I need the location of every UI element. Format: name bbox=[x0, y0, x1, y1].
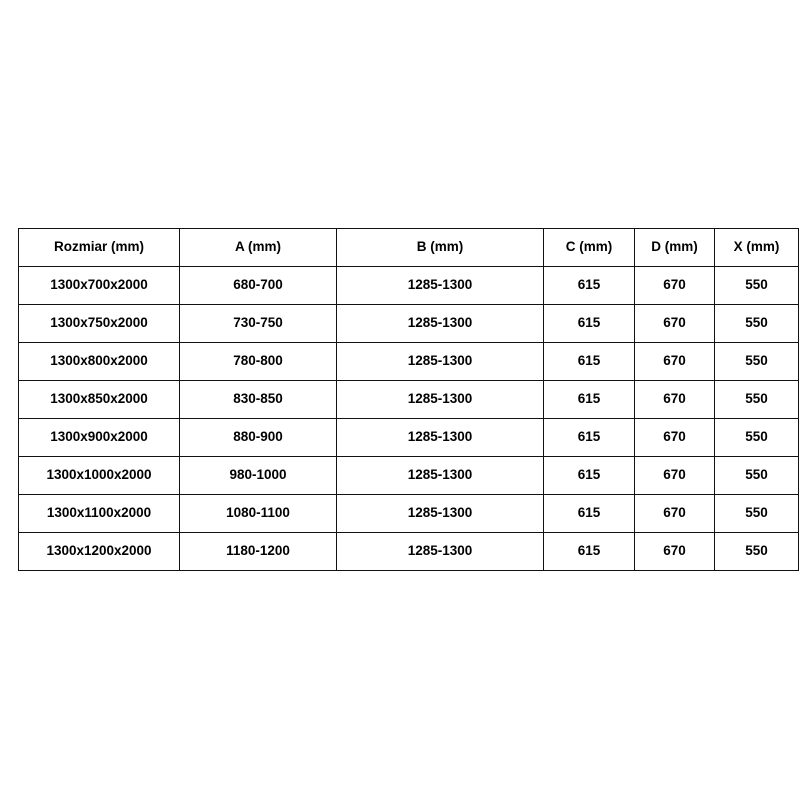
column-header-b: B (mm) bbox=[337, 229, 544, 267]
cell-a: 980-1000 bbox=[180, 457, 337, 495]
table-body bbox=[19, 267, 799, 571]
column-header-x: X (mm) bbox=[715, 229, 799, 267]
cell-a: 680-700 bbox=[180, 267, 337, 305]
cell-b: 1285-1300 bbox=[337, 267, 544, 305]
cell-d: 670 bbox=[635, 495, 715, 533]
cell-a: 780-800 bbox=[180, 343, 337, 381]
table-row bbox=[19, 305, 799, 343]
size-table bbox=[18, 228, 799, 571]
table-row bbox=[19, 343, 799, 381]
cell-b: 1285-1300 bbox=[337, 343, 544, 381]
column-header-d: D (mm) bbox=[635, 229, 715, 267]
table-row bbox=[19, 457, 799, 495]
cell-d: 670 bbox=[635, 457, 715, 495]
cell-x: 550 bbox=[715, 533, 799, 571]
table-row bbox=[19, 533, 799, 571]
cell-x: 550 bbox=[715, 495, 799, 533]
cell-d: 670 bbox=[635, 419, 715, 457]
cell-b: 1285-1300 bbox=[337, 381, 544, 419]
cell-d: 670 bbox=[635, 305, 715, 343]
size-table-container bbox=[18, 228, 782, 571]
column-header-a: A (mm) bbox=[180, 229, 337, 267]
cell-a: 1080-1100 bbox=[180, 495, 337, 533]
cell-x: 550 bbox=[715, 381, 799, 419]
cell-d: 670 bbox=[635, 343, 715, 381]
cell-rozmiar: 1300x800x2000 bbox=[19, 343, 180, 381]
cell-x: 550 bbox=[715, 343, 799, 381]
table-row bbox=[19, 267, 799, 305]
cell-b: 1285-1300 bbox=[337, 305, 544, 343]
cell-c: 615 bbox=[544, 495, 635, 533]
cell-x: 550 bbox=[715, 305, 799, 343]
cell-x: 550 bbox=[715, 457, 799, 495]
cell-rozmiar: 1300x750x2000 bbox=[19, 305, 180, 343]
cell-a: 830-850 bbox=[180, 381, 337, 419]
cell-rozmiar: 1300x850x2000 bbox=[19, 381, 180, 419]
cell-a: 880-900 bbox=[180, 419, 337, 457]
cell-b: 1285-1300 bbox=[337, 419, 544, 457]
cell-c: 615 bbox=[544, 343, 635, 381]
table-header bbox=[19, 229, 799, 267]
cell-d: 670 bbox=[635, 381, 715, 419]
cell-c: 615 bbox=[544, 457, 635, 495]
column-header-rozmiar: Rozmiar (mm) bbox=[19, 229, 180, 267]
cell-d: 670 bbox=[635, 267, 715, 305]
table-row bbox=[19, 381, 799, 419]
cell-c: 615 bbox=[544, 267, 635, 305]
cell-c: 615 bbox=[544, 419, 635, 457]
cell-b: 1285-1300 bbox=[337, 495, 544, 533]
cell-rozmiar: 1300x1100x2000 bbox=[19, 495, 180, 533]
cell-rozmiar: 1300x900x2000 bbox=[19, 419, 180, 457]
cell-c: 615 bbox=[544, 305, 635, 343]
table-row bbox=[19, 419, 799, 457]
cell-x: 550 bbox=[715, 267, 799, 305]
table-header-row bbox=[19, 229, 799, 267]
cell-x: 550 bbox=[715, 419, 799, 457]
cell-rozmiar: 1300x1000x2000 bbox=[19, 457, 180, 495]
table-row bbox=[19, 495, 799, 533]
cell-a: 1180-1200 bbox=[180, 533, 337, 571]
cell-rozmiar: 1300x1200x2000 bbox=[19, 533, 180, 571]
cell-rozmiar: 1300x700x2000 bbox=[19, 267, 180, 305]
cell-a: 730-750 bbox=[180, 305, 337, 343]
cell-c: 615 bbox=[544, 533, 635, 571]
cell-d: 670 bbox=[635, 533, 715, 571]
column-header-c: C (mm) bbox=[544, 229, 635, 267]
cell-b: 1285-1300 bbox=[337, 533, 544, 571]
cell-c: 615 bbox=[544, 381, 635, 419]
cell-b: 1285-1300 bbox=[337, 457, 544, 495]
